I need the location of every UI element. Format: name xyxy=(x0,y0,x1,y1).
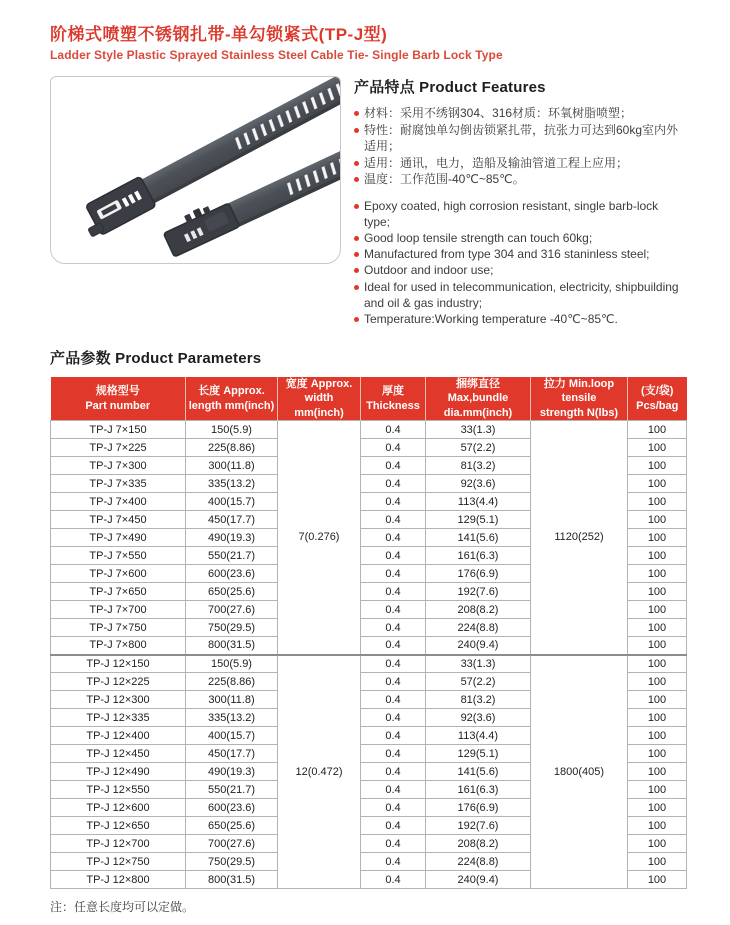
parameters-table xyxy=(50,377,687,889)
cell-part-number: TP-J 12×550 xyxy=(51,781,186,799)
feature-item: Epoxy coated, high corrosion resistant, single barb-lock type; xyxy=(354,198,686,230)
cell-bundle-dia: 176(6.9) xyxy=(426,799,531,817)
cell-bundle-dia: 161(6.3) xyxy=(426,781,531,799)
cell-part-number: TP-J 7×750 xyxy=(51,619,186,637)
cell-part-number: TP-J 12×300 xyxy=(51,691,186,709)
product-features xyxy=(354,76,686,327)
feature-item: Temperature:Working temperature -40℃~85℃. xyxy=(354,311,686,327)
cell-thickness: 0.4 xyxy=(361,781,426,799)
table-row xyxy=(51,421,687,439)
cell-part-number: TP-J 12×450 xyxy=(51,745,186,763)
cell-pcs: 100 xyxy=(628,835,687,853)
cell-bundle-dia: 192(7.6) xyxy=(426,817,531,835)
cell-thickness: 0.4 xyxy=(361,511,426,529)
col-header-length xyxy=(186,377,278,420)
cell-pcs: 100 xyxy=(628,457,687,475)
cell-part-number: TP-J 12×700 xyxy=(51,835,186,853)
col-header-zh: 宽度 Approx. xyxy=(285,378,353,391)
feature-item: Manufactured from type 304 and 316 staninless steel; xyxy=(354,246,686,262)
cell-part-number: TP-J 7×335 xyxy=(51,475,186,493)
cell-length: 335(13.2) xyxy=(186,475,278,493)
cell-thickness: 0.4 xyxy=(361,853,426,871)
col-header-en: Pcs/bag xyxy=(636,399,679,412)
cell-pcs: 100 xyxy=(628,511,687,529)
cell-part-number: TP-J 12×650 xyxy=(51,817,186,835)
cell-bundle-dia: 81(3.2) xyxy=(426,457,531,475)
page-title-zh: 阶梯式喷塑不锈钢扎带-单勾锁紧式(TP-J型) xyxy=(50,25,388,44)
cell-length: 300(11.8) xyxy=(186,691,278,709)
parameters-section xyxy=(50,347,686,915)
feature-item: Good loop tensile strength can touch 60kg; xyxy=(354,230,686,246)
cell-length: 650(25.6) xyxy=(186,817,278,835)
cell-thickness: 0.4 xyxy=(361,727,426,745)
cell-thickness: 0.4 xyxy=(361,601,426,619)
cell-length: 150(5.9) xyxy=(186,655,278,673)
col-header-en: length mm(inch) xyxy=(188,399,275,412)
feature-item: 特性：耐腐蚀单勾倒齿锁紧扎带，抗张力可达到60kg室内外适用； xyxy=(354,122,686,155)
cell-bundle-dia: 81(3.2) xyxy=(426,691,531,709)
cell-length: 650(25.6) xyxy=(186,583,278,601)
parameters-table-body xyxy=(51,421,687,889)
cell-length: 700(27.6) xyxy=(186,835,278,853)
cell-pcs: 100 xyxy=(628,709,687,727)
features-heading: 产品特点 Product Features xyxy=(354,79,546,96)
cell-bundle-dia: 57(2.2) xyxy=(426,673,531,691)
features-list-en xyxy=(354,198,686,328)
cell-pcs: 100 xyxy=(628,799,687,817)
cell-length: 490(19.3) xyxy=(186,529,278,547)
cell-length: 600(23.6) xyxy=(186,799,278,817)
cell-length: 450(17.7) xyxy=(186,511,278,529)
cell-pcs: 100 xyxy=(628,727,687,745)
page-header xyxy=(50,20,686,62)
cell-thickness: 0.4 xyxy=(361,619,426,637)
cell-bundle-dia: 240(9.4) xyxy=(426,871,531,889)
table-header xyxy=(51,377,687,420)
col-header-bundle-dia xyxy=(426,377,531,420)
cell-part-number: TP-J 12×335 xyxy=(51,709,186,727)
cell-part-number: TP-J 12×750 xyxy=(51,853,186,871)
cell-part-number: TP-J 7×800 xyxy=(51,637,186,655)
table-row xyxy=(51,655,687,673)
cell-pcs: 100 xyxy=(628,601,687,619)
feature-item: 适用：通讯，电力，造船及输油管道工程上应用； xyxy=(354,155,686,172)
cell-part-number: TP-J 7×150 xyxy=(51,421,186,439)
cell-pcs: 100 xyxy=(628,871,687,889)
col-header-zh: 长度 Approx. xyxy=(198,385,265,398)
cell-thickness: 0.4 xyxy=(361,691,426,709)
cell-bundle-dia: 208(8.2) xyxy=(426,601,531,619)
cell-thickness: 0.4 xyxy=(361,745,426,763)
cell-pcs: 100 xyxy=(628,673,687,691)
cell-length: 490(19.3) xyxy=(186,763,278,781)
cell-pcs: 100 xyxy=(628,691,687,709)
cell-thickness: 0.4 xyxy=(361,421,426,439)
footer-note: 注：任意长度均可以定做。 xyxy=(50,900,195,915)
cell-bundle-dia: 208(8.2) xyxy=(426,835,531,853)
cell-pcs: 100 xyxy=(628,817,687,835)
cell-length: 800(31.5) xyxy=(186,871,278,889)
cell-thickness: 0.4 xyxy=(361,529,426,547)
cell-part-number: TP-J 12×800 xyxy=(51,871,186,889)
cell-width-merged: 7(0.276) xyxy=(278,421,361,655)
cell-bundle-dia: 141(5.6) xyxy=(426,529,531,547)
cell-length: 225(8.86) xyxy=(186,439,278,457)
col-header-en: dia.mm(inch) xyxy=(443,406,513,419)
cell-thickness: 0.4 xyxy=(361,637,426,655)
cell-thickness: 0.4 xyxy=(361,835,426,853)
cell-tensile-merged: 1120(252) xyxy=(531,421,628,655)
table-header-row xyxy=(51,377,687,420)
cell-length: 300(11.8) xyxy=(186,457,278,475)
col-header-en: width mm(inch) xyxy=(294,392,344,419)
cell-thickness: 0.4 xyxy=(361,709,426,727)
cell-pcs: 100 xyxy=(628,493,687,511)
cell-pcs: 100 xyxy=(628,439,687,457)
col-header-zh: (支/袋) xyxy=(641,385,674,398)
cell-length: 750(29.5) xyxy=(186,853,278,871)
cell-bundle-dia: 113(4.4) xyxy=(426,493,531,511)
cell-part-number: TP-J 7×225 xyxy=(51,439,186,457)
cell-part-number: TP-J 7×600 xyxy=(51,565,186,583)
cell-thickness: 0.4 xyxy=(361,547,426,565)
cell-part-number: TP-J 7×400 xyxy=(51,493,186,511)
cell-thickness: 0.4 xyxy=(361,583,426,601)
col-header-tensile xyxy=(531,377,628,420)
cell-bundle-dia: 224(8.8) xyxy=(426,619,531,637)
cell-width-merged: 12(0.472) xyxy=(278,655,361,889)
page-title-en: Ladder Style Plastic Sprayed Stainless Steel Cable Tie- Single Barb Lock Type xyxy=(50,48,503,62)
cell-part-number: TP-J 12×600 xyxy=(51,799,186,817)
cell-bundle-dia: 192(7.6) xyxy=(426,583,531,601)
cell-part-number: TP-J 7×300 xyxy=(51,457,186,475)
cell-length: 750(29.5) xyxy=(186,619,278,637)
cell-part-number: TP-J 7×650 xyxy=(51,583,186,601)
cell-part-number: TP-J 7×450 xyxy=(51,511,186,529)
cell-length: 800(31.5) xyxy=(186,637,278,655)
cell-pcs: 100 xyxy=(628,619,687,637)
parameters-heading: 产品参数 Product Parameters xyxy=(50,350,262,368)
cell-length: 225(8.86) xyxy=(186,673,278,691)
cell-thickness: 0.4 xyxy=(361,871,426,889)
cell-pcs: 100 xyxy=(628,529,687,547)
cell-thickness: 0.4 xyxy=(361,475,426,493)
cell-length: 150(5.9) xyxy=(186,421,278,439)
cable-tie-illustration xyxy=(51,77,340,263)
cell-thickness: 0.4 xyxy=(361,457,426,475)
cell-bundle-dia: 33(1.3) xyxy=(426,655,531,673)
cell-thickness: 0.4 xyxy=(361,673,426,691)
cell-pcs: 100 xyxy=(628,421,687,439)
col-header-en: Part number xyxy=(85,399,151,412)
features-list-zh xyxy=(354,105,686,188)
col-header-width xyxy=(278,377,361,420)
cell-pcs: 100 xyxy=(628,655,687,673)
col-header-en: strength N(lbs) xyxy=(539,406,619,419)
cell-bundle-dia: 129(5.1) xyxy=(426,511,531,529)
cell-length: 335(13.2) xyxy=(186,709,278,727)
cell-part-number: TP-J 12×225 xyxy=(51,673,186,691)
cell-thickness: 0.4 xyxy=(361,817,426,835)
col-header-zh: 规格型号 xyxy=(95,385,140,398)
top-section xyxy=(50,76,686,327)
cell-bundle-dia: 57(2.2) xyxy=(426,439,531,457)
cell-tensile-merged: 1800(405) xyxy=(531,655,628,889)
cell-thickness: 0.4 xyxy=(361,565,426,583)
cell-pcs: 100 xyxy=(628,763,687,781)
cell-bundle-dia: 129(5.1) xyxy=(426,745,531,763)
cell-pcs: 100 xyxy=(628,745,687,763)
cell-bundle-dia: 113(4.4) xyxy=(426,727,531,745)
cell-bundle-dia: 240(9.4) xyxy=(426,637,531,655)
col-header-pcs-bag xyxy=(628,377,687,420)
cell-part-number: TP-J 12×490 xyxy=(51,763,186,781)
cell-part-number: TP-J 12×150 xyxy=(51,655,186,673)
feature-item: Ideal for used in telecommunication, electricity, shipbuilding and oil & gas industry; xyxy=(354,279,686,311)
cell-thickness: 0.4 xyxy=(361,655,426,673)
cell-thickness: 0.4 xyxy=(361,763,426,781)
feature-item: Outdoor and indoor use; xyxy=(354,262,686,278)
cell-part-number: TP-J 12×400 xyxy=(51,727,186,745)
product-photo xyxy=(50,76,341,264)
cell-length: 550(21.7) xyxy=(186,781,278,799)
cell-pcs: 100 xyxy=(628,637,687,655)
cell-length: 700(27.6) xyxy=(186,601,278,619)
cell-pcs: 100 xyxy=(628,781,687,799)
cell-part-number: TP-J 7×550 xyxy=(51,547,186,565)
col-header-thickness xyxy=(361,377,426,420)
cell-length: 600(23.6) xyxy=(186,565,278,583)
cell-bundle-dia: 224(8.8) xyxy=(426,853,531,871)
feature-item: 温度：工作范围-40℃~85℃。 xyxy=(354,171,686,188)
cell-pcs: 100 xyxy=(628,853,687,871)
cell-part-number: TP-J 7×700 xyxy=(51,601,186,619)
cell-length: 450(17.7) xyxy=(186,745,278,763)
col-header-zh: 捆绑直径 Max,bundle xyxy=(447,378,509,405)
col-header-zh: 厚度 xyxy=(382,385,404,398)
cell-length: 550(21.7) xyxy=(186,547,278,565)
col-header-part-number xyxy=(51,377,186,420)
feature-item: 材料：采用不绣钢304、316材质：环氧树脂喷塑； xyxy=(354,105,686,122)
cell-pcs: 100 xyxy=(628,475,687,493)
cell-pcs: 100 xyxy=(628,583,687,601)
cell-bundle-dia: 33(1.3) xyxy=(426,421,531,439)
cell-bundle-dia: 161(6.3) xyxy=(426,547,531,565)
cell-part-number: TP-J 7×490 xyxy=(51,529,186,547)
cell-thickness: 0.4 xyxy=(361,439,426,457)
cell-bundle-dia: 92(3.6) xyxy=(426,475,531,493)
cell-pcs: 100 xyxy=(628,547,687,565)
cell-length: 400(15.7) xyxy=(186,493,278,511)
cell-bundle-dia: 176(6.9) xyxy=(426,565,531,583)
col-header-zh: 拉力 Min.loop tensile xyxy=(543,378,615,405)
cell-thickness: 0.4 xyxy=(361,493,426,511)
cell-pcs: 100 xyxy=(628,565,687,583)
cell-length: 400(15.7) xyxy=(186,727,278,745)
col-header-en: Thickness xyxy=(366,399,420,412)
cell-bundle-dia: 141(5.6) xyxy=(426,763,531,781)
cell-thickness: 0.4 xyxy=(361,799,426,817)
cell-bundle-dia: 92(3.6) xyxy=(426,709,531,727)
